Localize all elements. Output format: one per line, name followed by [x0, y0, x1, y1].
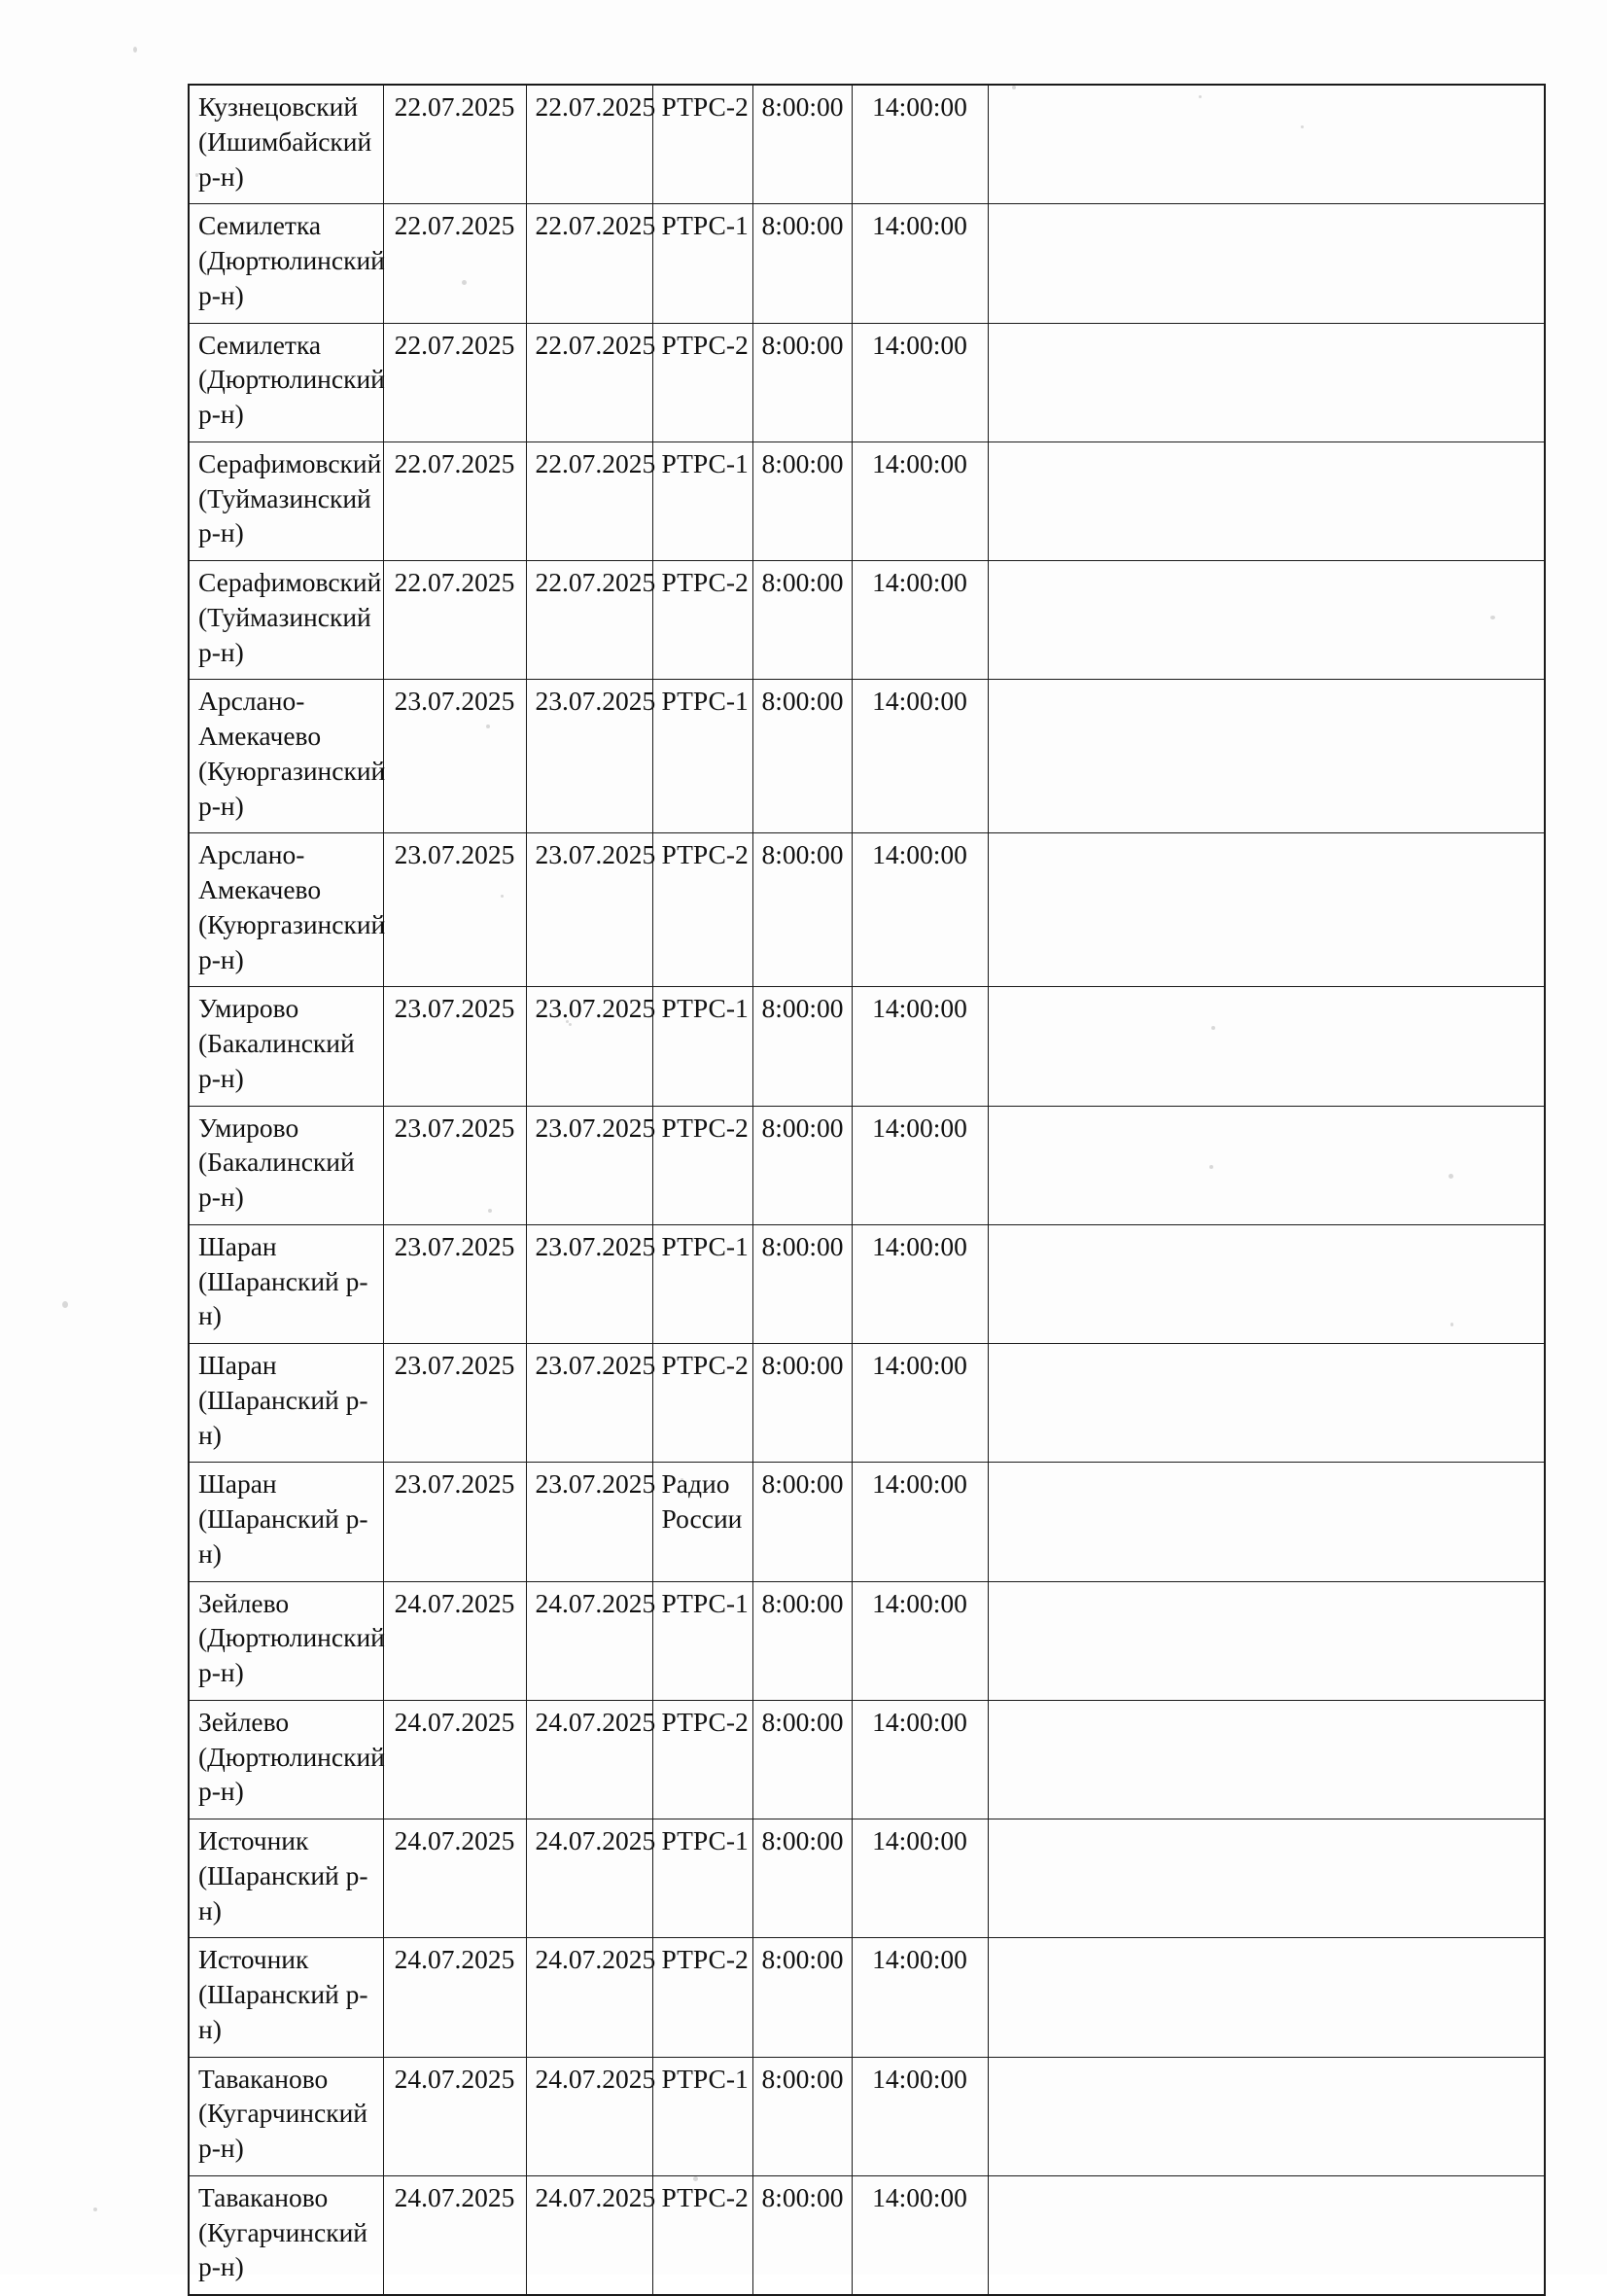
table-row — [189, 1819, 1545, 1938]
cell-note — [988, 1581, 1545, 1700]
cell-time-to: 14:00:00 — [852, 2057, 988, 2175]
cell-date-from: 23.07.2025 — [383, 680, 526, 833]
cell-date-from: 24.07.2025 — [383, 1938, 526, 2057]
cell-place: Шаран (Шаранский р-н) — [189, 1224, 383, 1343]
cell-date-from: 22.07.2025 — [383, 561, 526, 680]
cell-time-to: 14:00:00 — [852, 1700, 988, 1819]
scan-speck — [62, 1301, 68, 1308]
cell-time-from: 8:00:00 — [752, 204, 852, 323]
cell-time-from: 8:00:00 — [752, 85, 852, 204]
cell-time-to: 14:00:00 — [852, 987, 988, 1106]
broadcast-schedule-table — [188, 84, 1546, 2296]
cell-time-to: 14:00:00 — [852, 1463, 988, 1581]
cell-date-to: 23.07.2025 — [526, 1344, 652, 1463]
cell-place: Таваканово (Кугарчинский р-н) — [189, 2175, 383, 2295]
scan-speck — [93, 2208, 97, 2211]
cell-note — [988, 85, 1545, 204]
table-row — [189, 85, 1545, 204]
table-row — [189, 987, 1545, 1106]
cell-time-to: 14:00:00 — [852, 204, 988, 323]
cell-time-to: 14:00:00 — [852, 442, 988, 560]
cell-time-from: 8:00:00 — [752, 680, 852, 833]
cell-place: Семилетка (Дюртюлинский р-н) — [189, 204, 383, 323]
cell-program: РТРС-1 — [652, 2057, 752, 2175]
cell-date-to: 22.07.2025 — [526, 561, 652, 680]
cell-time-to: 14:00:00 — [852, 1344, 988, 1463]
cell-time-from: 8:00:00 — [752, 323, 852, 442]
cell-time-from: 8:00:00 — [752, 561, 852, 680]
cell-program: РТРС-2 — [652, 2175, 752, 2295]
cell-place: Умирово (Бакалинский р-н) — [189, 1106, 383, 1224]
cell-note — [988, 1224, 1545, 1343]
cell-time-from: 8:00:00 — [752, 1106, 852, 1224]
cell-time-from: 8:00:00 — [752, 1581, 852, 1700]
cell-program: РТРС-2 — [652, 1344, 752, 1463]
cell-time-to: 14:00:00 — [852, 85, 988, 204]
cell-date-from: 23.07.2025 — [383, 1344, 526, 1463]
table-row — [189, 2057, 1545, 2175]
table-row — [189, 1700, 1545, 1819]
cell-note — [988, 561, 1545, 680]
cell-time-to: 14:00:00 — [852, 323, 988, 442]
cell-time-from: 8:00:00 — [752, 987, 852, 1106]
cell-note — [988, 1344, 1545, 1463]
cell-note — [988, 680, 1545, 833]
cell-time-from: 8:00:00 — [752, 1463, 852, 1581]
cell-date-from: 23.07.2025 — [383, 987, 526, 1106]
table-row — [189, 1581, 1545, 1700]
cell-time-to: 14:00:00 — [852, 1106, 988, 1224]
cell-place: Зейлево (Дюртюлинский р-н) — [189, 1581, 383, 1700]
cell-program: РТРС-2 — [652, 1938, 752, 2057]
table-row — [189, 1106, 1545, 1224]
cell-date-to: 24.07.2025 — [526, 1938, 652, 2057]
cell-program: РТРС-1 — [652, 1581, 752, 1700]
cell-program: РТРС-1 — [652, 680, 752, 833]
cell-time-from: 8:00:00 — [752, 2175, 852, 2295]
cell-time-from: 8:00:00 — [752, 1819, 852, 1938]
cell-date-from: 22.07.2025 — [383, 442, 526, 560]
cell-time-to: 14:00:00 — [852, 2175, 988, 2295]
cell-date-to: 22.07.2025 — [526, 204, 652, 323]
cell-time-from: 8:00:00 — [752, 1224, 852, 1343]
cell-time-to: 14:00:00 — [852, 680, 988, 833]
cell-note — [988, 1106, 1545, 1224]
cell-time-from: 8:00:00 — [752, 1700, 852, 1819]
cell-place: Источник (Шаранский р-н) — [189, 1819, 383, 1938]
cell-date-from: 22.07.2025 — [383, 204, 526, 323]
cell-time-from: 8:00:00 — [752, 2057, 852, 2175]
cell-date-to: 24.07.2025 — [526, 1581, 652, 1700]
table-row — [189, 2175, 1545, 2295]
cell-program: РТРС-2 — [652, 85, 752, 204]
cell-date-from: 23.07.2025 — [383, 833, 526, 987]
cell-date-from: 24.07.2025 — [383, 2175, 526, 2295]
cell-place: Арслано-Амекачево (Куюргазинский р-н) — [189, 833, 383, 987]
cell-date-to: 23.07.2025 — [526, 833, 652, 987]
cell-place: Шаран (Шаранский р-н) — [189, 1344, 383, 1463]
cell-program: РТРС-2 — [652, 561, 752, 680]
cell-time-to: 14:00:00 — [852, 1938, 988, 2057]
cell-time-from: 8:00:00 — [752, 833, 852, 987]
cell-note — [988, 323, 1545, 442]
cell-place: Зейлево (Дюртюлинский р-н) — [189, 1700, 383, 1819]
table-row — [189, 1463, 1545, 1581]
cell-date-from: 24.07.2025 — [383, 1700, 526, 1819]
cell-note — [988, 442, 1545, 560]
cell-date-from: 22.07.2025 — [383, 323, 526, 442]
cell-date-to: 22.07.2025 — [526, 85, 652, 204]
cell-time-to: 14:00:00 — [852, 1581, 988, 1700]
cell-date-to: 22.07.2025 — [526, 323, 652, 442]
cell-place: Серафимовский (Туймазинский р-н) — [189, 442, 383, 560]
cell-date-from: 22.07.2025 — [383, 85, 526, 204]
cell-program: РТРС-2 — [652, 323, 752, 442]
cell-place: Источник (Шаранский р-н) — [189, 1938, 383, 2057]
cell-note — [988, 2057, 1545, 2175]
cell-note — [988, 833, 1545, 987]
cell-note — [988, 1463, 1545, 1581]
cell-place: Таваканово (Кугарчинский р-н) — [189, 2057, 383, 2175]
table-row — [189, 1344, 1545, 1463]
cell-place: Кузнецовский (Ишимбайский р-н) — [189, 85, 383, 204]
cell-program: РТРС-1 — [652, 987, 752, 1106]
table-row — [189, 442, 1545, 560]
cell-date-to: 23.07.2025 — [526, 1463, 652, 1581]
table-row — [189, 833, 1545, 987]
cell-date-to: 24.07.2025 — [526, 1819, 652, 1938]
cell-place: Умирово (Бакалинский р-н) — [189, 987, 383, 1106]
cell-date-to: 23.07.2025 — [526, 680, 652, 833]
cell-program: РТРС-2 — [652, 833, 752, 987]
table-row — [189, 561, 1545, 680]
cell-note — [988, 2175, 1545, 2295]
cell-note — [988, 1938, 1545, 2057]
cell-time-from: 8:00:00 — [752, 442, 852, 560]
cell-time-from: 8:00:00 — [752, 1938, 852, 2057]
cell-program: РТРС-1 — [652, 1819, 752, 1938]
cell-program: РТРС-1 — [652, 1224, 752, 1343]
cell-place: Шаран (Шаранский р-н) — [189, 1463, 383, 1581]
cell-date-from: 23.07.2025 — [383, 1224, 526, 1343]
table-row — [189, 1938, 1545, 2057]
cell-place: Серафимовский (Туймазинский р-н) — [189, 561, 383, 680]
table-row — [189, 323, 1545, 442]
cell-date-to: 23.07.2025 — [526, 1106, 652, 1224]
cell-note — [988, 204, 1545, 323]
cell-program: РТРС-2 — [652, 1700, 752, 1819]
cell-date-from: 23.07.2025 — [383, 1106, 526, 1224]
cell-date-from: 24.07.2025 — [383, 1581, 526, 1700]
cell-time-to: 14:00:00 — [852, 833, 988, 987]
cell-date-to: 24.07.2025 — [526, 2175, 652, 2295]
cell-program: Радио России — [652, 1463, 752, 1581]
cell-place: Арслано-Амекачево (Куюргазинский р-н) — [189, 680, 383, 833]
cell-note — [988, 1700, 1545, 1819]
cell-time-from: 8:00:00 — [752, 1344, 852, 1463]
cell-program: РТРС-1 — [652, 442, 752, 560]
cell-date-to: 24.07.2025 — [526, 2057, 652, 2175]
cell-date-to: 23.07.2025 — [526, 987, 652, 1106]
table-row — [189, 1224, 1545, 1343]
cell-date-from: 24.07.2025 — [383, 1819, 526, 1938]
cell-time-to: 14:00:00 — [852, 561, 988, 680]
cell-date-to: 22.07.2025 — [526, 442, 652, 560]
cell-date-from: 24.07.2025 — [383, 2057, 526, 2175]
cell-time-to: 14:00:00 — [852, 1819, 988, 1938]
cell-place: Семилетка (Дюртюлинский р-н) — [189, 323, 383, 442]
cell-note — [988, 987, 1545, 1106]
cell-program: РТРС-1 — [652, 204, 752, 323]
table-row — [189, 204, 1545, 323]
cell-program: РТРС-2 — [652, 1106, 752, 1224]
cell-note — [988, 1819, 1545, 1938]
cell-date-to: 24.07.2025 — [526, 1700, 652, 1819]
cell-date-from: 23.07.2025 — [383, 1463, 526, 1581]
table-row — [189, 680, 1545, 833]
scan-speck — [133, 47, 137, 53]
cell-time-to: 14:00:00 — [852, 1224, 988, 1343]
cell-date-to: 23.07.2025 — [526, 1224, 652, 1343]
